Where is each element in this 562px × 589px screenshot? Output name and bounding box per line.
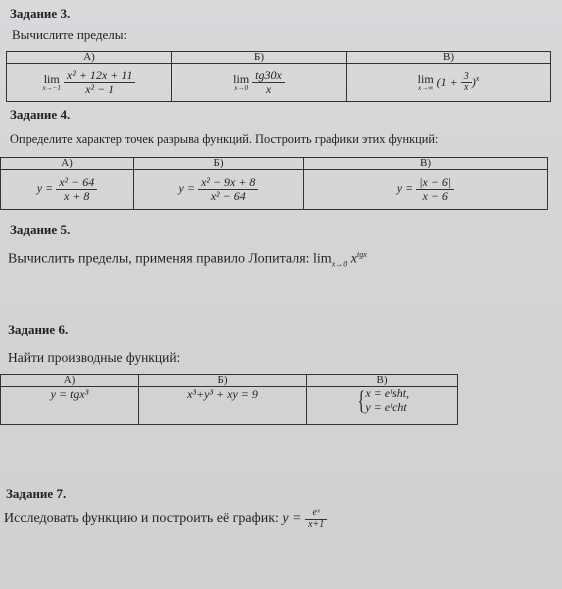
task5-base: x [350,251,357,267]
task6-table [0,374,458,425]
task3-header-a: А) [7,52,172,64]
limit-a: lim x→−1 [42,72,61,92]
task4-title: Задание 4. [10,107,71,122]
task5-line [8,250,367,268]
fraction-a: $\frac{\text{x² + 12x + 11}}{\text{x² − 1}}$ [64,69,136,95]
task6-header-b: Б) [139,375,307,387]
task6-header-a: А) [1,375,139,387]
task6-cell-a: y = tgx³ [1,387,139,425]
task6-cell-c [307,387,458,425]
brace-icon: { [357,385,365,415]
task4-header-b: Б) [134,158,304,170]
task6-cell-b: x³+y³ + xy = 9 [139,387,307,425]
task3-instruction: Вычислите пределы: [12,27,128,42]
task4-table [0,157,548,210]
task7-lhs: y = [282,511,302,527]
task3-table [6,51,551,102]
task6-instruction: Найти производные функций: [8,350,181,365]
task4-cell-a: y = $\frac{\text{x² − 64}}{x + 8}$ [1,170,134,210]
task3-cell-c: lim x→∞ (1 + $\frac{3}{x}$ )$^x$ [347,64,551,102]
task3-cell-a [7,64,172,102]
task5-title: Задание 5. [10,222,71,237]
task5-instruction: Вычислить пределы, применяя правило Лопиталя: [8,251,310,267]
task6-title: Задание 6. [8,322,69,337]
task6-system: x = eᵗsht, y = eᵗcht [365,386,410,414]
task7-title: Задание 7. [6,486,67,501]
task3-title: Задание 3. [10,6,71,21]
task5-sub: x→0 [331,259,348,269]
task4-instruction: Определите характер точек разрыва функций. Построить графики этих функций: [10,132,439,146]
limit-c: lim x→∞ [417,72,434,92]
fraction-4c: $\frac{|x - 6|}{x - 6}$ [416,176,454,202]
task4-header-c: В) [304,158,548,170]
fraction-4a: $\frac{\text{x² − 64}}{x + 8}$ [56,176,97,202]
task4-cell-c: y = $\frac{|x - 6|}{x - 6}$ [304,170,548,210]
task3-header-c: В) [347,52,551,64]
task6-header-c: В) [307,375,458,387]
task7-instruction: Исследовать функцию и построить её график: [4,511,279,527]
task3-cell-b [172,64,347,102]
task5-exp: tgx [356,250,367,259]
task7-line [4,508,327,530]
task4-header-a: А) [1,158,134,170]
task5-lim: lim [313,251,332,267]
fraction-b: $\frac{tg30x}{x}$ [252,69,285,95]
limit-b: lim x→0 [233,72,250,92]
task3-header-b: Б) [172,52,347,64]
fraction-c: $\frac{3}{x}$ [461,72,472,94]
task7-fraction: $\frac{\text{eˣ}}{x+1}$ [305,508,327,530]
task4-cell-b: y = $\frac{\text{x² − 9x + 8}}{\text{x² − 64}}$ [134,170,304,210]
fraction-4b: $\frac{\text{x² − 9x + 8}}{\text{x² − 64}}$ [198,176,258,202]
